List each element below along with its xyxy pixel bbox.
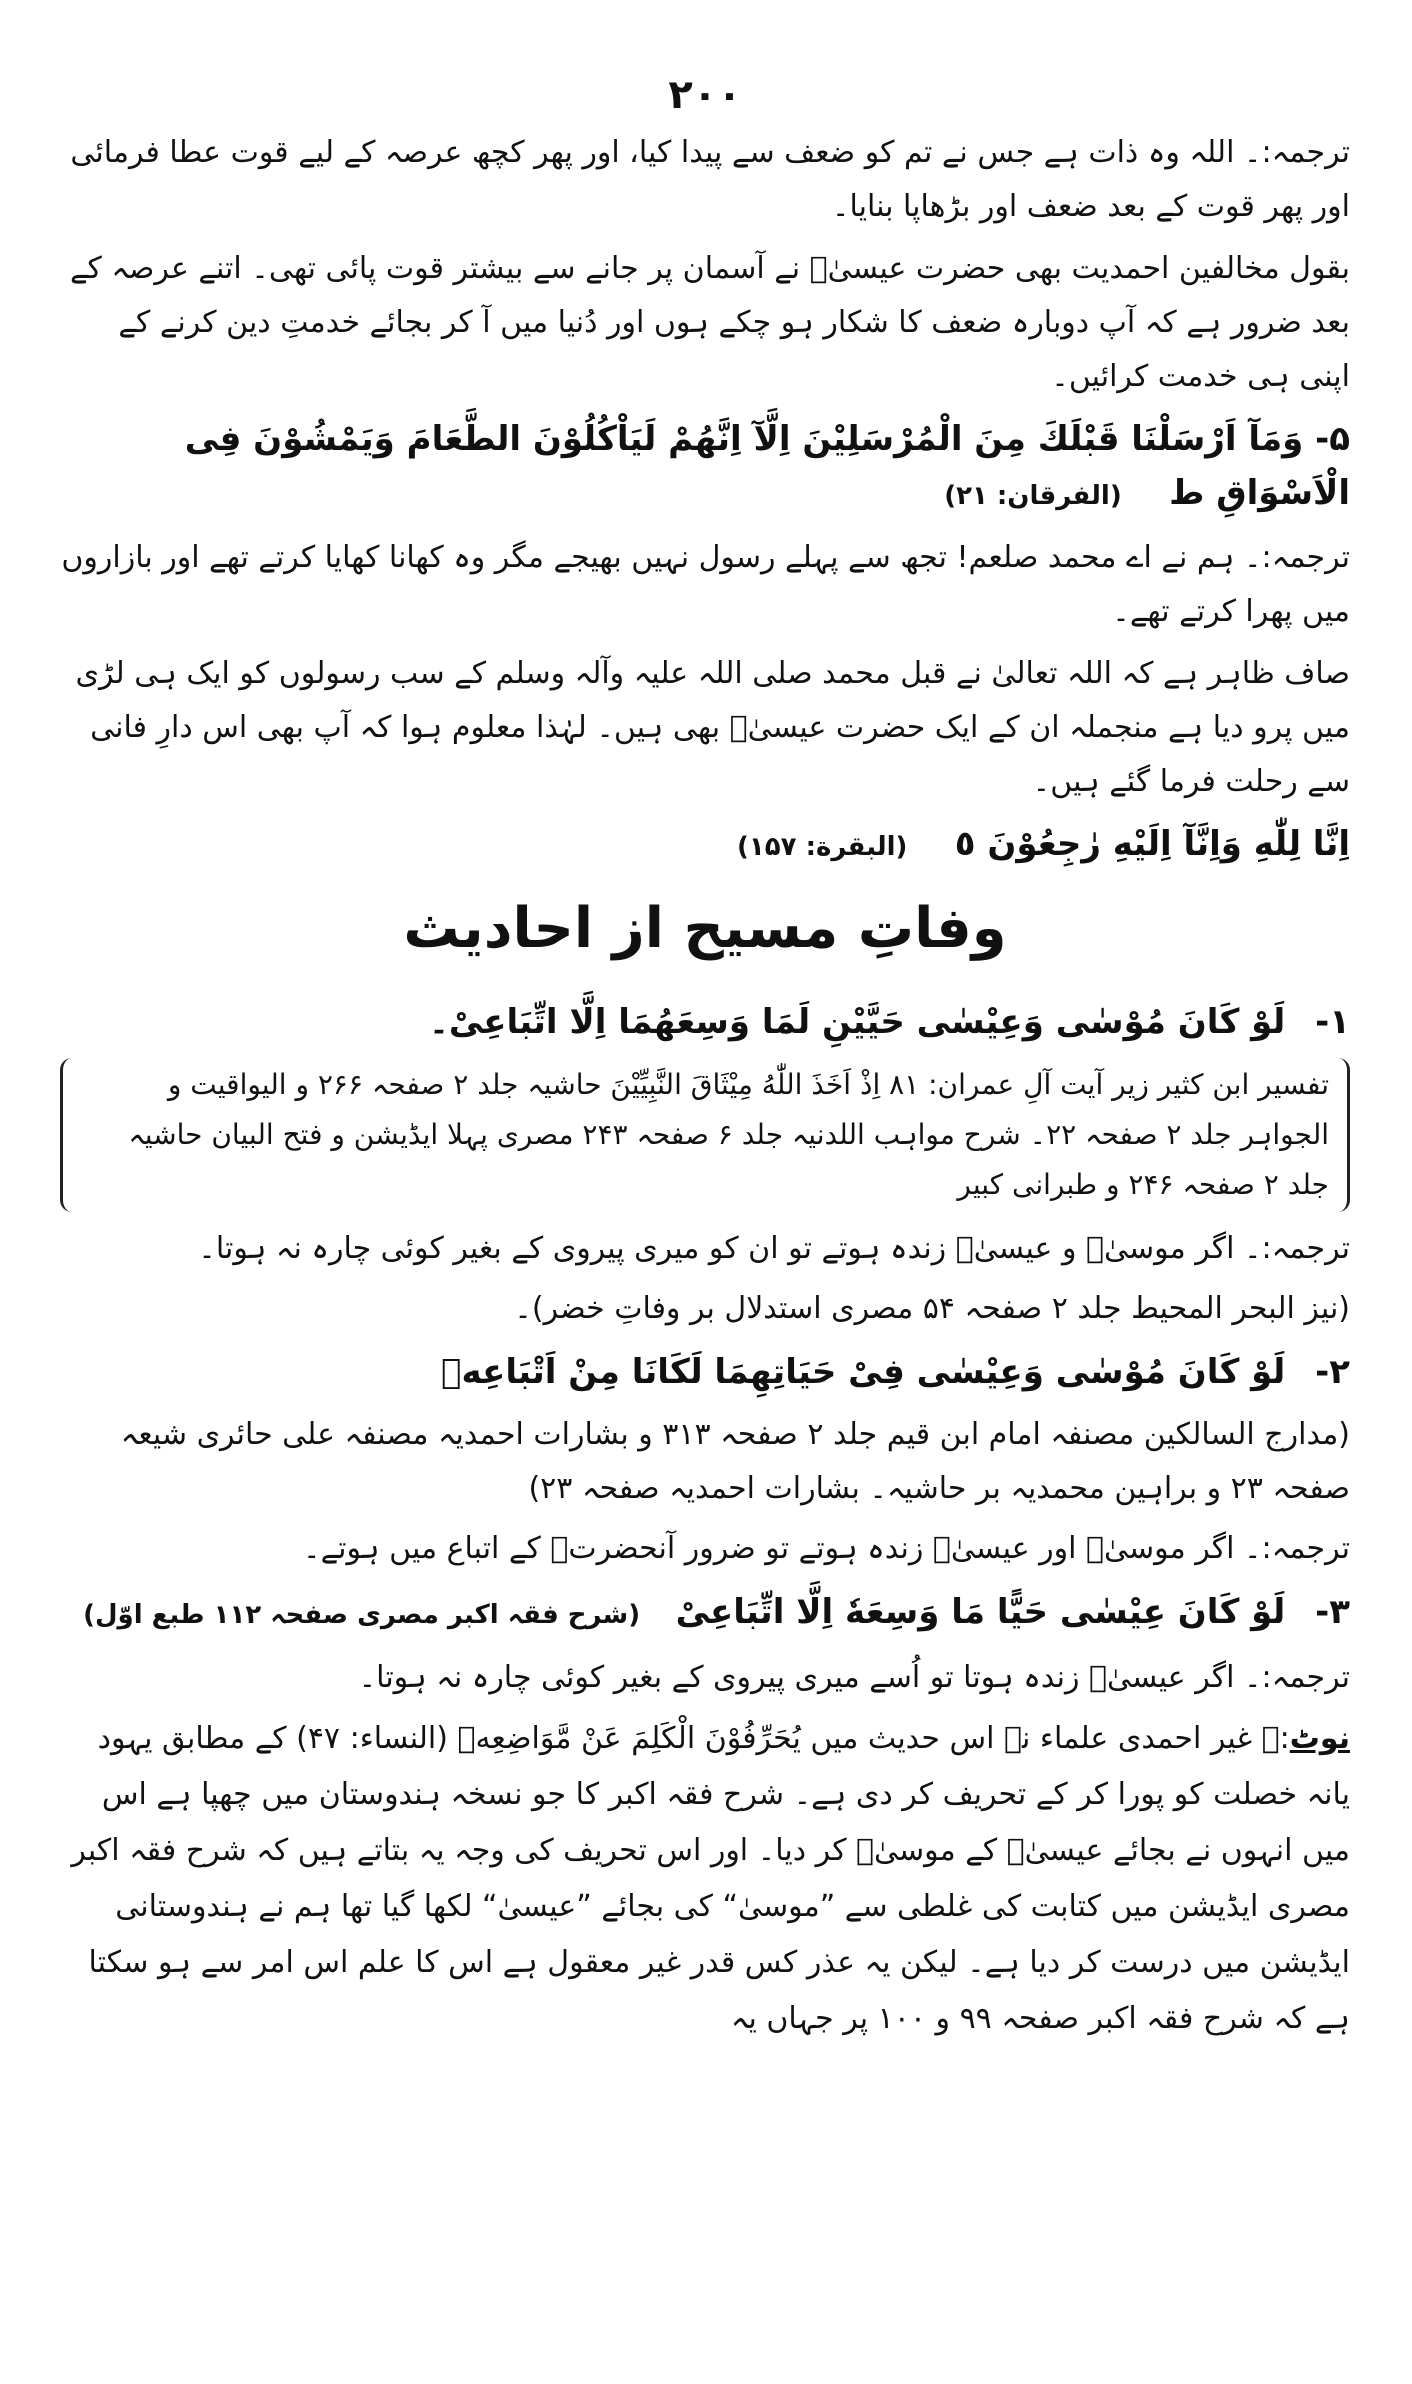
- hadith-3-number: ۳-: [1315, 1592, 1350, 1632]
- section-heading: وفاتِ مسیح از احادیث: [403, 896, 1007, 961]
- hadith-2-translation: ترجمہ:۔ اگر موسیٰؑ اور عیسیٰؑ زندہ ہوتے تو ضرور آنحضرتؐ کے اتباع میں ہوتے۔: [303, 1531, 1350, 1566]
- verse-5-translation: ترجمہ:۔ ہم نے اے محمد صلعم! تجھ سے پہلے رسول نہیں بھیجے مگر وہ کھانا کھایا کرتے تھے اور بازاروں میں پھرا کرتے تھے۔: [61, 540, 1350, 629]
- note-label: نوٹ: [1289, 1721, 1350, 1756]
- hadith-1-number: ۱-: [1315, 1002, 1350, 1042]
- hadith-3-sources: (شرح فقہ اکبر مصری صفحہ ۱۱۲ طبع اوّل): [83, 1600, 641, 1630]
- hadith-1-sources: تفسیر ابن کثیر زیر آیت آلِ عمران: ۸۱ اِذْ اَخَذَ اللّٰهُ مِيْثَاقَ النَّبِيِّيْنَ حاشیہ جلد ۲ صفحہ ۲۶۶ و الیواقیت و الجواہر جلد ۲ صفحہ ۲۲۔ شرح مواہب اللدنیہ جلد ۶ صفحہ ۲۴۳ مصری پہلا ایڈیشن و فتح البیان حاشیہ جلد ۲ صفحہ ۲۴۶ و طبرانی کبیر: [60, 1058, 1350, 1212]
- conclusion-paragraph: صاف ظاہر ہے کہ اللہ تعالیٰ نے قبل محمد صلی اللہ علیہ وآلہ وسلم کے سب رسولوں کو ایک ہی لڑی میں پرو دیا ہے منجملہ ان کے ایک حضرت عیسیٰؑ بھی ہیں۔ لہٰذا معلوم ہوا کہ آپ بھی اس دارِ فانی سے رحلت فرما گئے ہیں۔: [75, 656, 1350, 799]
- quran-verse-5-text: ۵- وَمَآ اَرْسَلْنَا قَبْلَكَ مِنَ الْمُرْسَلِيْنَ اِلَّآ اِنَّهُمْ لَيَاْكُلُوْنَ الطَّعَامَ وَيَمْشُوْنَ فِى الْاَسْوَاقِ ط: [184, 419, 1350, 513]
- hadith-2-number: ۲-: [1315, 1352, 1350, 1392]
- quran-verse-5: [60, 412, 1350, 523]
- hadith-2-sources: (مدارج السالکین مصنفہ امام ابن قیم جلد ۲ صفحہ ۳۱۳ و بشارات احمدیہ مصنفہ علی حائری شیعہ صفحہ ۲۳ و براہین محمدیہ بر حاشیہ۔ بشارات احمدیہ صفحہ ۲۳): [120, 1417, 1350, 1506]
- hadith-3: [60, 1582, 1350, 1645]
- hadith-1-arabic: لَوْ كَانَ مُوْسٰى وَعِيْسٰى حَيَّيْنِ لَمَا وَسِعَهُمَا اِلَّا اتِّبَاعِىْ۔: [428, 1002, 1286, 1042]
- hadith-2: [60, 1342, 1350, 1402]
- hadith-1-translation: ترجمہ:۔ اگر موسیٰؑ و عیسیٰؑ زندہ ہوتے تو ان کو میری پیروی کے بغیر کوئی چارہ نہ ہوتا۔: [198, 1231, 1350, 1266]
- hadith-1: [60, 992, 1350, 1052]
- hadith-3-translation: ترجمہ:۔ اگر عیسیٰؑ زندہ ہوتا تو اُسے میری پیروی کے بغیر کوئی چارہ نہ ہوتا۔: [358, 1660, 1350, 1695]
- istirja-verse: [60, 817, 1350, 874]
- hadith-1-extra-reference: (نیز البحر المحیط جلد ۲ صفحہ ۵۴ مصری استدلال بر وفاتِ خضر)۔: [514, 1291, 1350, 1326]
- quran-verse-5-reference: (الفرقان: ۲۱): [944, 481, 1122, 511]
- translation-paragraph: ترجمہ:۔ اللہ وہ ذات ہے جس نے تم کو ضعف سے پیدا کیا، اور پھر کچھ عرصہ کے لیے قوت عطا فرمائی اور پھر قوت کے بعد ضعف اور بڑھاپا بنایا۔: [70, 135, 1350, 224]
- page-number: ۲۰۰: [668, 72, 742, 118]
- note-text: :۔ غیر احمدی علماء نے اس حدیث میں يُحَرِّفُوْنَ الْكَلِمَ عَنْ مَّوَاضِعِهٖ (النساء: ۴۷) کے مطابق یہود یانہ خصلت کو پورا کر کے تحریف کر دی ہے۔ شرح فقہ اکبر کا جو نسخہ ہندوستان میں چھپا ہے اس میں انہوں نے بجائے عیسیٰؑ کے موسیٰؑ کر دیا۔ اور اس تحریف کی وجہ یہ بتاتے ہیں کہ شرح فقہ اکبر مصری ایڈیشن میں کتابت کی غلطی سے ”موسیٰ“ کی بجائے ”عیسیٰ“ لکھا گیا تھا ہم نے ہندوستانی ایڈیشن میں درست کر دیا ہے۔ لیکن یہ عذر کس قدر غیر معقول ہے اس کا علم اس امر سے ہو سکتا ہے کہ شرح فقہ اکبر صفحہ ۹۹ و ۱۰۰ پر جہاں یہ: [71, 1721, 1350, 2036]
- commentary-paragraph: بقول مخالفین احمدیت بھی حضرت عیسیٰؑ نے آسمان پر جانے سے بیشتر قوت پائی تھی۔ اتنے عرصہ کے بعد ضرور ہے کہ آپ دوبارہ ضعف کا شکار ہو چکے ہوں اور دُنیا میں آ کر بجائے خدمتِ دین کرنے کے اپنی ہی خدمت کرائیں۔: [69, 251, 1350, 394]
- document-page: [60, 70, 1350, 2350]
- hadith-3-arabic: لَوْ كَانَ عِيْسٰى حَيًّا مَا وَسِعَهٗ اِلَّا اتِّبَاعِىْ: [675, 1592, 1286, 1632]
- istirja-reference: (البقرة: ۱۵۷): [737, 832, 908, 862]
- istirja-text: اِنَّا لِلّٰهِ وَاِنَّآ اِلَيْهِ رٰجِعُوْنَ ٥: [954, 824, 1350, 864]
- hadith-2-arabic: لَوْ كَانَ مُوْسٰى وَعِيْسٰى فِىْ حَيَاتِهِمَا لَكَانَا مِنْ اَتْبَاعِهٖ: [441, 1352, 1286, 1392]
- note-paragraph: [60, 1711, 1350, 2047]
